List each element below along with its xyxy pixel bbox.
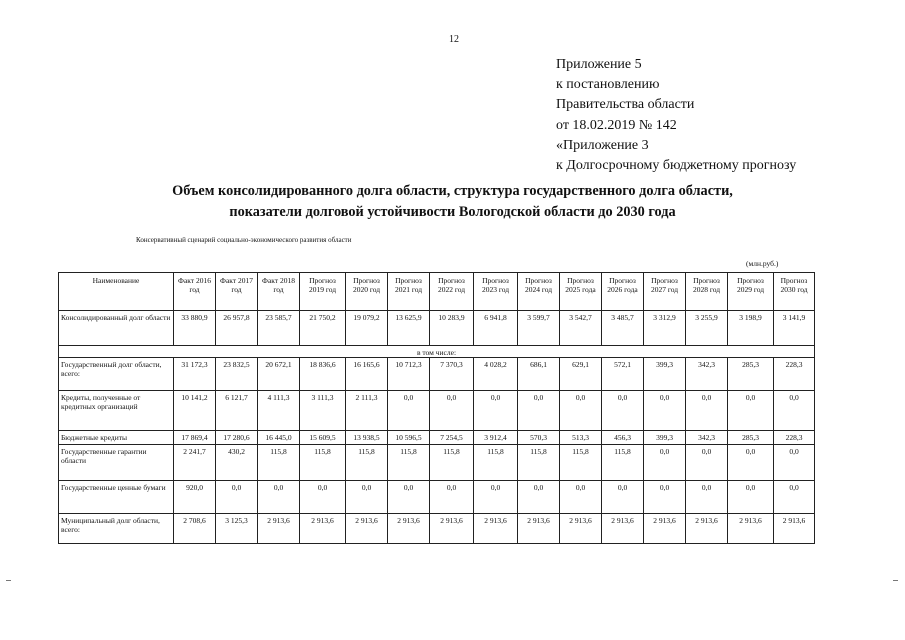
appendix-block [556,55,796,176]
value-cell: 7 370,3 [430,358,474,391]
value-cell: 570,3 [518,431,560,445]
value-cell: 3 599,7 [518,311,560,346]
value-cell: 0,0 [644,445,686,481]
value-cell: 0,0 [602,391,644,431]
value-cell: 2 708,6 [174,514,216,544]
value-cell: 285,3 [728,358,774,391]
value-cell: 0,0 [518,391,560,431]
value-cell: 3 198,9 [728,311,774,346]
column-header: Прогноз 2024 год [518,273,560,311]
scenario-caption: Консервативный сценарий социально-экономического развития области [136,236,352,244]
value-cell: 18 836,6 [300,358,346,391]
appendix-line: Приложение 5 [556,57,642,72]
value-cell: 0,0 [560,481,602,514]
column-header: Прогноз 2026 года [602,273,644,311]
value-cell: 399,3 [644,358,686,391]
value-cell: 228,3 [774,431,815,445]
value-cell: 920,0 [174,481,216,514]
margin-mark [6,580,11,581]
value-cell: 399,3 [644,431,686,445]
value-cell: 2 913,6 [602,514,644,544]
value-cell: 2 913,6 [430,514,474,544]
value-cell: 0,0 [388,391,430,431]
value-cell: 33 880,9 [174,311,216,346]
row-label: Государственные гарантии области [59,445,174,481]
value-cell: 0,0 [518,481,560,514]
value-cell: 2 913,6 [686,514,728,544]
value-cell: 10 283,9 [430,311,474,346]
title-line-1: Объем консолидированного долга области, структура государственного долга области, [172,183,733,199]
value-cell: 31 172,3 [174,358,216,391]
value-cell: 0,0 [258,481,300,514]
value-cell: 686,1 [518,358,560,391]
row-label: Кредиты, полученные от кредитных организаций [59,391,174,431]
value-cell: 0,0 [602,481,644,514]
column-header: Факт 2017 год [216,273,258,311]
value-cell: 3 255,9 [686,311,728,346]
row-label: Государственный долг области, всего: [59,358,174,391]
value-cell: 2 913,6 [258,514,300,544]
column-header: Прогноз 2019 год [300,273,346,311]
value-cell: 19 079,2 [346,311,388,346]
value-cell: 23 585,7 [258,311,300,346]
value-cell: 3 912,4 [474,431,518,445]
value-cell: 0,0 [430,391,474,431]
value-cell: 0,0 [388,481,430,514]
value-cell: 2 913,6 [346,514,388,544]
value-cell: 10 141,2 [174,391,216,431]
value-cell: 10 712,3 [388,358,430,391]
table-row [59,481,815,514]
table-header-row [59,273,815,311]
value-cell: 3 312,9 [644,311,686,346]
table-row [59,431,815,445]
value-cell: 0,0 [774,445,815,481]
value-cell: 3 111,3 [300,391,346,431]
value-cell: 2 913,6 [728,514,774,544]
column-header: Прогноз 2029 год [728,273,774,311]
value-cell: 13 938,5 [346,431,388,445]
appendix-line: к Долгосрочному бюджетному прогнозу [556,158,797,174]
value-cell: 342,3 [686,358,728,391]
value-cell: 0,0 [644,481,686,514]
value-cell: 115,8 [518,445,560,481]
margin-mark [893,580,898,581]
table-subheader-row [59,346,815,358]
value-cell: 0,0 [430,481,474,514]
value-cell: 285,3 [728,431,774,445]
value-cell: 7 254,5 [430,431,474,445]
value-cell: 13 625,9 [388,311,430,346]
value-cell: 115,8 [560,445,602,481]
value-cell: 0,0 [686,391,728,431]
table-row [59,311,815,346]
table-row [59,358,815,391]
value-cell: 0,0 [474,391,518,431]
value-cell: 15 609,5 [300,431,346,445]
value-cell: 115,8 [430,445,474,481]
appendix-line: от 18.02.2019 № 142 [556,117,677,133]
value-cell: 0,0 [216,481,258,514]
column-header: Прогноз 2030 год [774,273,815,311]
value-cell: 342,3 [686,431,728,445]
table-row [59,391,815,431]
value-cell: 115,8 [474,445,518,481]
value-cell: 17 280,6 [216,431,258,445]
value-cell: 430,2 [216,445,258,481]
value-cell: 16 445,0 [258,431,300,445]
value-cell: 0,0 [560,391,602,431]
value-cell: 0,0 [644,391,686,431]
title-line-2: показатели долговой устойчивости Вологодской области до 2030 года [229,204,676,220]
subheader-cell: в том числе: [59,346,815,358]
value-cell: 0,0 [474,481,518,514]
value-cell: 0,0 [300,481,346,514]
value-cell: 115,8 [258,445,300,481]
value-cell: 2 111,3 [346,391,388,431]
value-cell: 228,3 [774,358,815,391]
value-cell: 21 750,2 [300,311,346,346]
value-cell: 115,8 [346,445,388,481]
value-cell: 20 672,1 [258,358,300,391]
value-cell: 0,0 [728,481,774,514]
row-label: Консолидированный долг области [59,311,174,346]
value-cell: 115,8 [602,445,644,481]
column-header-name: Наименование [59,273,174,311]
column-header: Факт 2018 год [258,273,300,311]
value-cell: 572,1 [602,358,644,391]
column-header: Прогноз 2021 год [388,273,430,311]
value-cell: 2 913,6 [388,514,430,544]
row-label: Бюджетные кредиты [59,431,174,445]
value-cell: 6 941,8 [474,311,518,346]
value-cell: 10 596,5 [388,431,430,445]
value-cell: 26 957,8 [216,311,258,346]
value-cell: 2 913,6 [774,514,815,544]
value-cell: 115,8 [388,445,430,481]
value-cell: 2 241,7 [174,445,216,481]
value-cell: 0,0 [728,391,774,431]
column-header: Прогноз 2023 год [474,273,518,311]
value-cell: 2 913,6 [474,514,518,544]
value-cell: 3 141,9 [774,311,815,346]
value-cell: 2 913,6 [300,514,346,544]
value-cell: 0,0 [774,481,815,514]
value-cell: 6 121,7 [216,391,258,431]
value-cell: 513,3 [560,431,602,445]
column-header: Прогноз 2027 год [644,273,686,311]
column-header: Факт 2016 год [174,273,216,311]
row-label: Муниципальный долг области, всего: [59,514,174,544]
value-cell: 0,0 [728,445,774,481]
value-cell: 2 913,6 [560,514,602,544]
value-cell: 0,0 [346,481,388,514]
value-cell: 3 125,3 [216,514,258,544]
value-cell: 115,8 [300,445,346,481]
table-row [59,514,815,544]
value-cell: 0,0 [686,481,728,514]
column-header: Прогноз 2025 года [560,273,602,311]
value-cell: 456,3 [602,431,644,445]
page-number: 12 [449,34,459,45]
column-header: Прогноз 2022 год [430,273,474,311]
value-cell: 17 869,4 [174,431,216,445]
value-cell: 2 913,6 [644,514,686,544]
value-cell: 629,1 [560,358,602,391]
column-header: Прогноз 2020 год [346,273,388,311]
value-cell: 0,0 [686,445,728,481]
value-cell: 23 832,5 [216,358,258,391]
unit-label: (млн.руб.) [746,259,779,268]
appendix-line: к постановлению [556,77,660,93]
value-cell: 2 913,6 [518,514,560,544]
value-cell: 0,0 [774,391,815,431]
appendix-line: Правительства области [556,97,695,113]
row-label: Государственные ценные бумаги [59,481,174,514]
table-row [59,445,815,481]
value-cell: 3 485,7 [602,311,644,346]
value-cell: 3 542,7 [560,311,602,346]
value-cell: 16 165,6 [346,358,388,391]
column-header: Прогноз 2028 год [686,273,728,311]
debt-table [58,272,815,544]
value-cell: 4 111,3 [258,391,300,431]
document-title [0,181,905,223]
value-cell: 4 028,2 [474,358,518,391]
appendix-line: «Приложение 3 [556,137,649,153]
